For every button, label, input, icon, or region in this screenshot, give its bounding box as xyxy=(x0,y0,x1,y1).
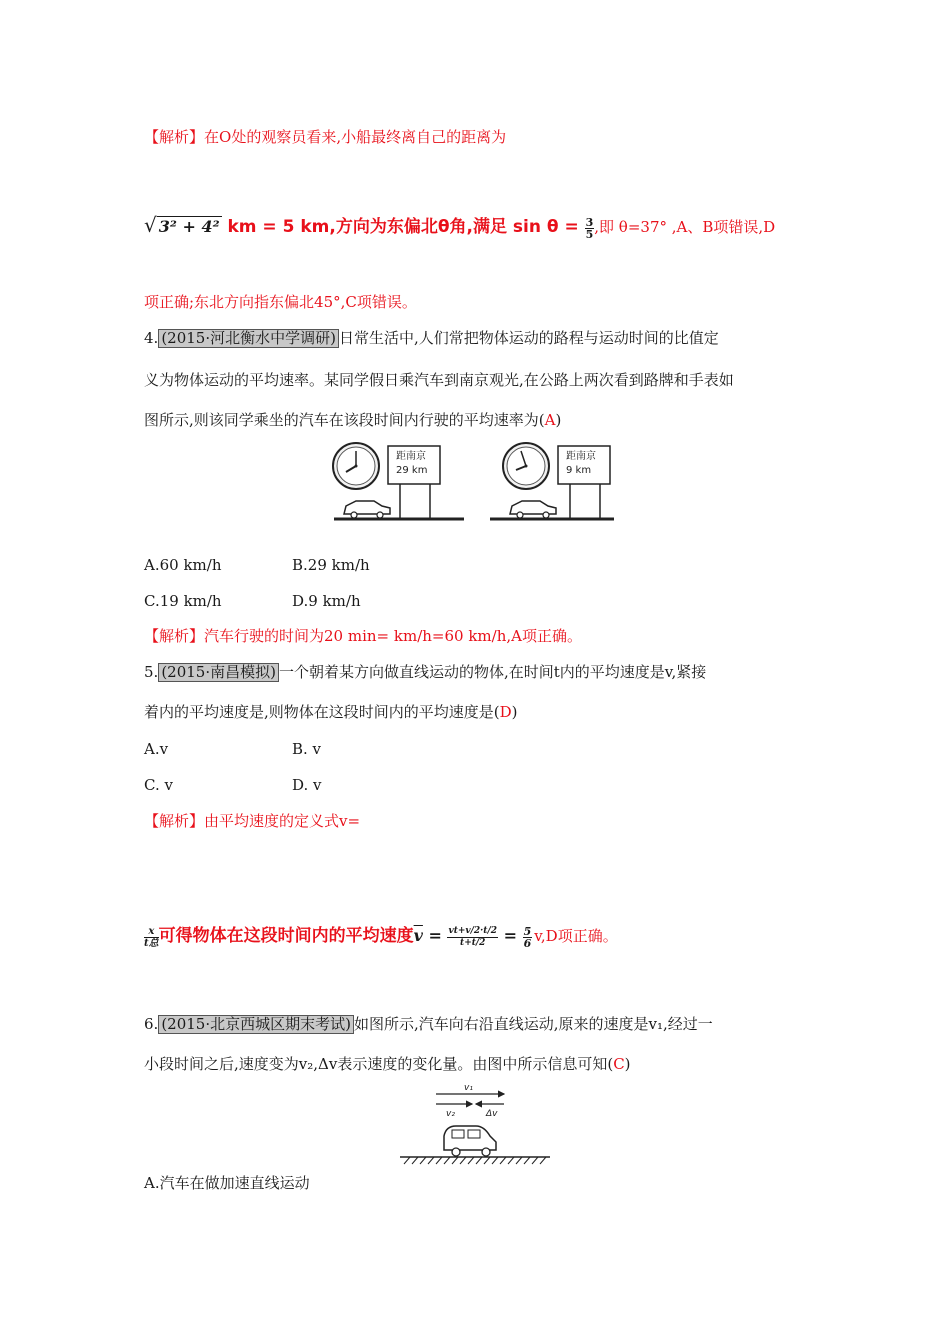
big-text: 可得物体在这段时间内的平均速度 xyxy=(158,926,414,946)
q6-line2 xyxy=(144,1054,631,1074)
sign-right-distance: 9 km xyxy=(566,465,592,476)
sqrt-symbol: √ xyxy=(144,213,157,237)
sign-left xyxy=(388,446,440,518)
answer-close: ) xyxy=(624,1055,631,1073)
question-text: 着内的平均速度是,则物体在这段时间内的平均速度是( xyxy=(144,703,500,721)
q4-figure xyxy=(330,438,620,524)
ground-hatching xyxy=(404,1157,546,1164)
question-text: 一个朝着某方向做直线运动的物体,在时间t内的平均速度是v,紧接 xyxy=(278,663,707,681)
frac-den: t总 xyxy=(144,937,159,949)
analysis-text: 由平均速度的定义式v= xyxy=(204,812,361,830)
q5-option-d: D. v xyxy=(292,776,322,794)
sqrt-radicand: 3² + 4² xyxy=(158,217,220,236)
fraction-5-6 xyxy=(523,926,533,949)
q3-analysis-line1 xyxy=(144,127,506,147)
question-text: 图所示,则该同学乘坐的汽车在该段时间内行驶的平均速率为( xyxy=(144,411,545,429)
sign-left-distance: 29 km xyxy=(396,465,428,476)
q4-line2: 义为物体运动的平均速率。某同学假日乘汽车到南京观光,在公路上两次看到路牌和手表如 xyxy=(144,371,734,389)
q5-analysis-line2 xyxy=(144,916,618,956)
sign-right xyxy=(558,446,610,518)
frac-den: 5 xyxy=(585,227,594,241)
question-number: 4. xyxy=(144,329,159,347)
fraction-complex xyxy=(447,926,498,949)
q6-option-a: A.汽车在做加速直线运动 xyxy=(144,1174,310,1192)
analysis-tag: 【解析】 xyxy=(144,627,205,645)
label-v1: v₁ xyxy=(464,1083,473,1093)
frac-num: vt+v/2·t/2 xyxy=(448,925,498,936)
q5-analysis-line1 xyxy=(144,811,360,831)
question-number: 6. xyxy=(144,1015,159,1033)
q3-analysis-line2 xyxy=(144,210,775,242)
fraction-x-over-t xyxy=(144,926,159,949)
watch-left xyxy=(333,443,379,489)
q6-figure xyxy=(398,1080,552,1166)
q3-analysis-line3: 项正确;东北方向指东偏北45°,C项错误。 xyxy=(144,293,417,311)
q5-option-b: B. v xyxy=(292,740,322,758)
q4-option-a: A.60 km/h xyxy=(144,556,222,574)
q5-option-a: A.v xyxy=(144,740,169,758)
question-source: (2015·河北衡水中学调研) xyxy=(158,329,339,348)
fraction-3-5 xyxy=(585,217,595,240)
analysis-tag: 【解析】 xyxy=(144,812,205,830)
sign-right-title: 距南京 xyxy=(566,451,596,462)
answer-close: ) xyxy=(555,411,562,429)
answer-letter: D xyxy=(499,703,512,721)
analysis-text: 汽车行驶的时间为20 min= km/h=60 km/h,A项正确。 xyxy=(204,627,582,645)
q4-option-c: C.19 km/h xyxy=(144,592,222,610)
q6-line1 xyxy=(144,1014,713,1034)
equals-2: = xyxy=(498,926,523,945)
answer-letter: A xyxy=(544,411,556,429)
question-source: (2015·北京西城区期末考试) xyxy=(158,1015,354,1034)
label-delta-v: Δv xyxy=(486,1109,498,1119)
answer-close: ) xyxy=(511,703,518,721)
v-bar: $\overline{v}$ xyxy=(413,926,423,945)
car-right xyxy=(510,501,556,518)
q4-analysis xyxy=(144,626,582,646)
q5-option-c: C. v xyxy=(144,776,173,794)
q4-line3 xyxy=(144,410,561,430)
watch-right xyxy=(503,443,549,489)
car-left xyxy=(344,501,390,518)
q5-line1 xyxy=(144,662,706,682)
question-text: 如图所示,汽车向右沿直线运动,原来的速度是v₁,经过一 xyxy=(353,1015,713,1033)
frac-num: x xyxy=(144,926,159,938)
q4-option-b: B.29 km/h xyxy=(292,556,370,574)
frac-den: 6 xyxy=(523,936,532,950)
q4-option-d: D.9 km/h xyxy=(292,592,361,610)
q5-line2 xyxy=(144,702,518,722)
answer-letter: C xyxy=(613,1055,625,1073)
formula-tail: ,即 θ=37° ,A、B项错误,D xyxy=(594,218,776,236)
car-icon xyxy=(444,1126,496,1156)
question-text: 日常生活中,人们常把物体运动的路程与运动时间的比值定 xyxy=(338,329,719,347)
label-v2: v₂ xyxy=(446,1109,455,1119)
q4-line1 xyxy=(144,328,719,348)
question-text: 小段时间之后,速度变为v₂,Δv表示速度的变化量。由图中所示信息可知( xyxy=(144,1055,614,1073)
analysis-text: 在O处的观察员看来,小船最终离自己的距离为 xyxy=(204,128,507,146)
equals: = xyxy=(422,926,448,945)
question-number: 5. xyxy=(144,663,159,681)
frac-den: t+t/2 xyxy=(460,937,486,948)
frac-num: 3 xyxy=(585,215,594,229)
sign-left-title: 距南京 xyxy=(396,451,426,462)
question-source: (2015·南昌模拟) xyxy=(158,663,279,682)
analysis-tail: v,D项正确。 xyxy=(534,927,618,945)
analysis-tag: 【解析】 xyxy=(144,128,205,146)
formula-text: km = 5 km,方向为东偏北θ角,满足 sin θ = xyxy=(221,217,585,237)
frac-num: 5 xyxy=(523,924,532,938)
